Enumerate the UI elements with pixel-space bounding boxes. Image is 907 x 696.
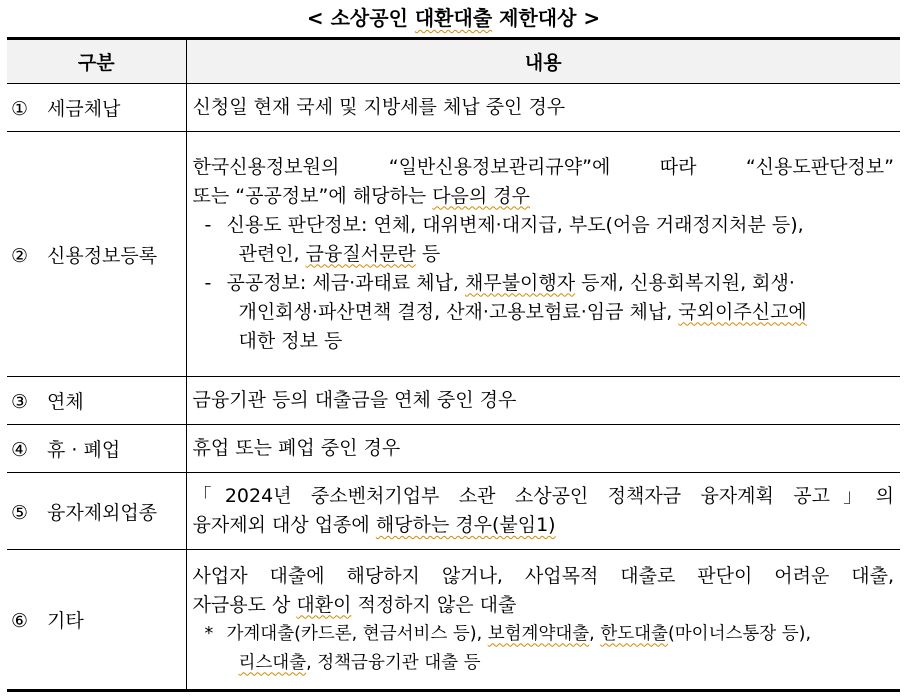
row-category: [7, 473, 186, 550]
sub-item: [193, 269, 895, 356]
restriction-table: [7, 37, 900, 692]
row-category: [7, 377, 186, 425]
text-segment: 공공정보: 세금·과태료 체납,: [226, 271, 465, 294]
category-label: 기타: [47, 610, 84, 632]
header-row: [7, 39, 900, 84]
content-line: 휴업 또는 폐업 중인 경우: [192, 437, 401, 459]
table-row: [7, 84, 900, 132]
note-item: [193, 620, 895, 678]
row-content: [186, 550, 900, 691]
row-content: [186, 425, 900, 473]
title-underlined: 대환대출: [414, 6, 493, 30]
row-number: ①: [11, 98, 29, 120]
text-segment-underlined: 금융질서문란: [305, 242, 416, 265]
content-line: [193, 182, 895, 211]
text-segment: 개인회생·파산면책 결정, 산재·고용보험료·임금 체납,: [238, 300, 679, 323]
row-content: [186, 473, 900, 550]
row-content: [186, 84, 900, 132]
text-segment: 적정하지 않은 대출: [351, 593, 517, 616]
text-segment-underlined: 리스대출: [238, 652, 307, 673]
text-segment: 등: [415, 242, 441, 265]
row-number: ②: [11, 244, 29, 267]
content-line: 사업자 대출에 해당하지 않거나, 사업목적 대출로 판단이 어려운 대출,: [192, 564, 894, 587]
category-label: 연체: [47, 391, 84, 413]
text-segment-underlined: 한도대출: [600, 623, 668, 644]
row-category: [7, 550, 186, 691]
text-segment: 자금용도 상: [192, 593, 297, 616]
row-number: ③: [11, 391, 29, 413]
title-prefix: < 소상공인: [306, 6, 415, 30]
text-segment: 또는 “공공정보”에 해당하는: [192, 184, 433, 207]
row-category: [7, 425, 186, 473]
content-line: 「2024년 중소벤처기업부 소관 소상공인 정책자금 융자계획 공고」의: [192, 485, 894, 507]
text-segment: (마이너스통장 등),: [667, 623, 812, 644]
category-label: 신용정보등록: [47, 244, 158, 267]
row-number: ⑥: [11, 610, 29, 632]
dash-bullet: -: [204, 213, 212, 236]
dash-bullet: -: [204, 271, 212, 294]
asterisk-bullet: *: [204, 623, 214, 644]
text-segment: 대한 정보 등: [238, 329, 343, 352]
text-segment-underlined: 국외이주신고에: [678, 300, 807, 323]
content-line: 금융기관 등의 대출금을 연체 중인 경우: [192, 389, 517, 411]
row-number: ⑤: [11, 501, 29, 524]
header-content: 내용: [186, 39, 900, 84]
page-title: [0, 5, 907, 31]
table-row: [7, 425, 900, 473]
table-row: [7, 550, 900, 691]
text-segment: 가계대출(카드론, 현금서비스 등),: [226, 623, 488, 644]
text-segment-underlined: 다음의 경우: [432, 184, 531, 207]
text-segment: , 정책금융기관 대출 등: [306, 652, 481, 673]
text-segment: 등재, 신용회복지원, 회생·: [575, 271, 795, 294]
table-row: [7, 132, 900, 377]
content-line: 한국신용정보원의 “일반신용정보관리규약”에 따라 “신용도판단정보”: [192, 155, 894, 178]
row-number: ④: [11, 439, 29, 461]
sub-item: [193, 211, 895, 269]
row-content: [186, 132, 900, 377]
text-segment: 융자제외 대상 업종에: [192, 514, 376, 536]
table-row: [7, 377, 900, 425]
content-line: 신청일 현재 국세 및 지방세를 체납 중인 경우: [192, 96, 566, 118]
row-category: [7, 132, 186, 377]
text-segment: ,: [589, 623, 601, 644]
category-label: 세금체납: [47, 98, 121, 120]
content-line: [193, 511, 895, 540]
category-label: 융자제외업종: [47, 501, 158, 524]
table-row: [7, 473, 900, 550]
row-content: [186, 377, 900, 425]
text-segment: 신용도 판단정보: 연체, 대위변제·대지급, 부도(어음 거래정지처분 등),: [226, 213, 804, 236]
text-segment-underlined: 보험계약대출: [487, 623, 590, 644]
text-segment-underlined: 채무불이행자: [465, 271, 576, 294]
content-line: [193, 591, 895, 620]
text-segment: 관련인,: [238, 242, 306, 265]
text-segment-underlined: 대환이: [296, 593, 352, 616]
title-suffix: 제한대상 >: [492, 6, 601, 30]
row-category: [7, 84, 186, 132]
text-segment-underlined: 해당하는 경우(붙임1): [375, 514, 556, 536]
header-category: 구분: [7, 39, 186, 84]
category-label: 휴 · 폐업: [47, 439, 121, 461]
